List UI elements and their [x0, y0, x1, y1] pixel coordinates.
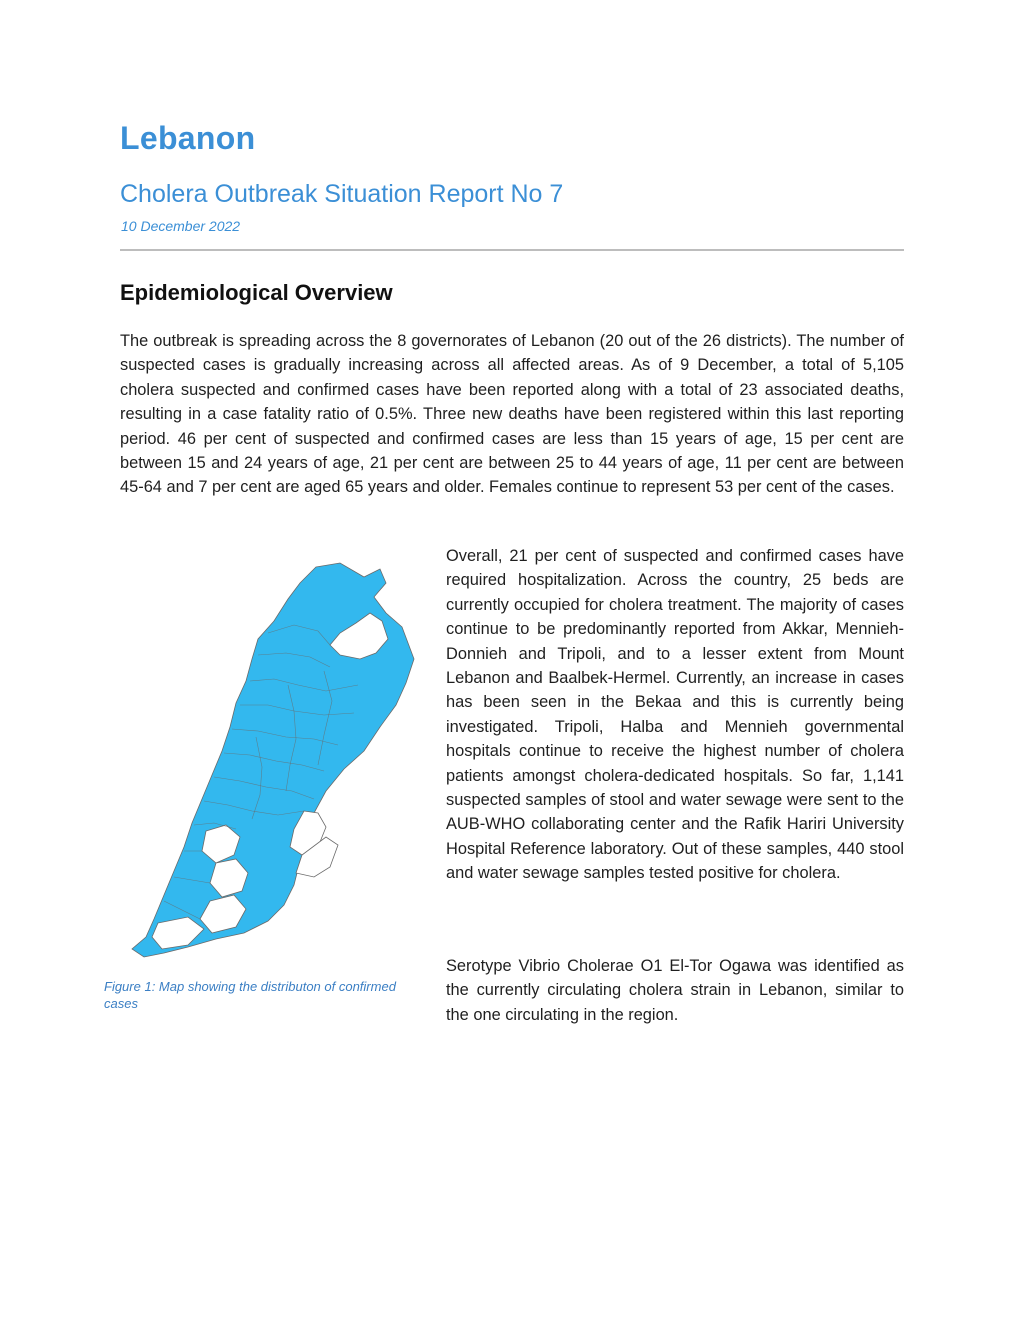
section-title: Epidemiological Overview	[120, 280, 393, 305]
intro-paragraph: The outbreak is spreading across the 8 governorates of Lebanon (20 out of the 26 districts). The number of suspected cases is gradually increasing across all affected areas. As of 9 December, a total of 5,105 cholera suspected and confirmed cases have been reported along with a total of 23 associated deaths, resulting in a case fatality ratio of 0.5%. Three new deaths have been registered within this last reporting period. 46 per cent of suspected and confirmed cases are less than 15 years of age, 15 per cent are between 15 and 24 years of age, 21 per cent are between 25 to 44 years of age, 11 per cent are between 45-64 and 7 per cent are aged 65 years and older. Females continue to represent 53 per cent of the cases.	[120, 332, 904, 497]
report-title: Cholera Outbreak Situation Report No 7	[120, 180, 564, 208]
hospitalization-paragraph: Overall, 21 per cent of suspected and confirmed cases have required hospitalization. Across the country, 25 beds are currently occupied for cholera treatment. The majority of cases continue to be predominantly reported from Akkar, Mennieh-Donnieh and Tripoli, and to a lesser extent from Mount Lebanon and Baalbek-Hermel. Currently, an increase in cases has been seen in the Bekaa and this is currently being investigated. Tripoli, Halba and Mennieh governmental hospitals continue to receive the highest number of cholera patients amongst cholera-dedicated hospitals. So far, 1,141 suspected samples of stool and water sewage were sent to the AUB-WHO collaborating center and the Rafik Hariri University Hospital Reference laboratory. Out of these samples, 440 stool and water sewage samples tested positive for cholera.	[446, 547, 904, 883]
map-svg	[118, 555, 418, 960]
figure-caption: Figure 1: Map showing the distributon of confirmed cases	[104, 979, 396, 1011]
country-title: Lebanon	[120, 120, 256, 156]
serotype-paragraph: Serotype Vibrio Cholerae O1 El-Tor Ogawa was identified as the currently circulating cholera strain in Lebanon, similar to the one circulating in the region.	[446, 957, 904, 1024]
header-divider	[120, 249, 904, 251]
report-date: 10 December 2022	[121, 218, 241, 234]
lebanon-map	[118, 555, 418, 960]
